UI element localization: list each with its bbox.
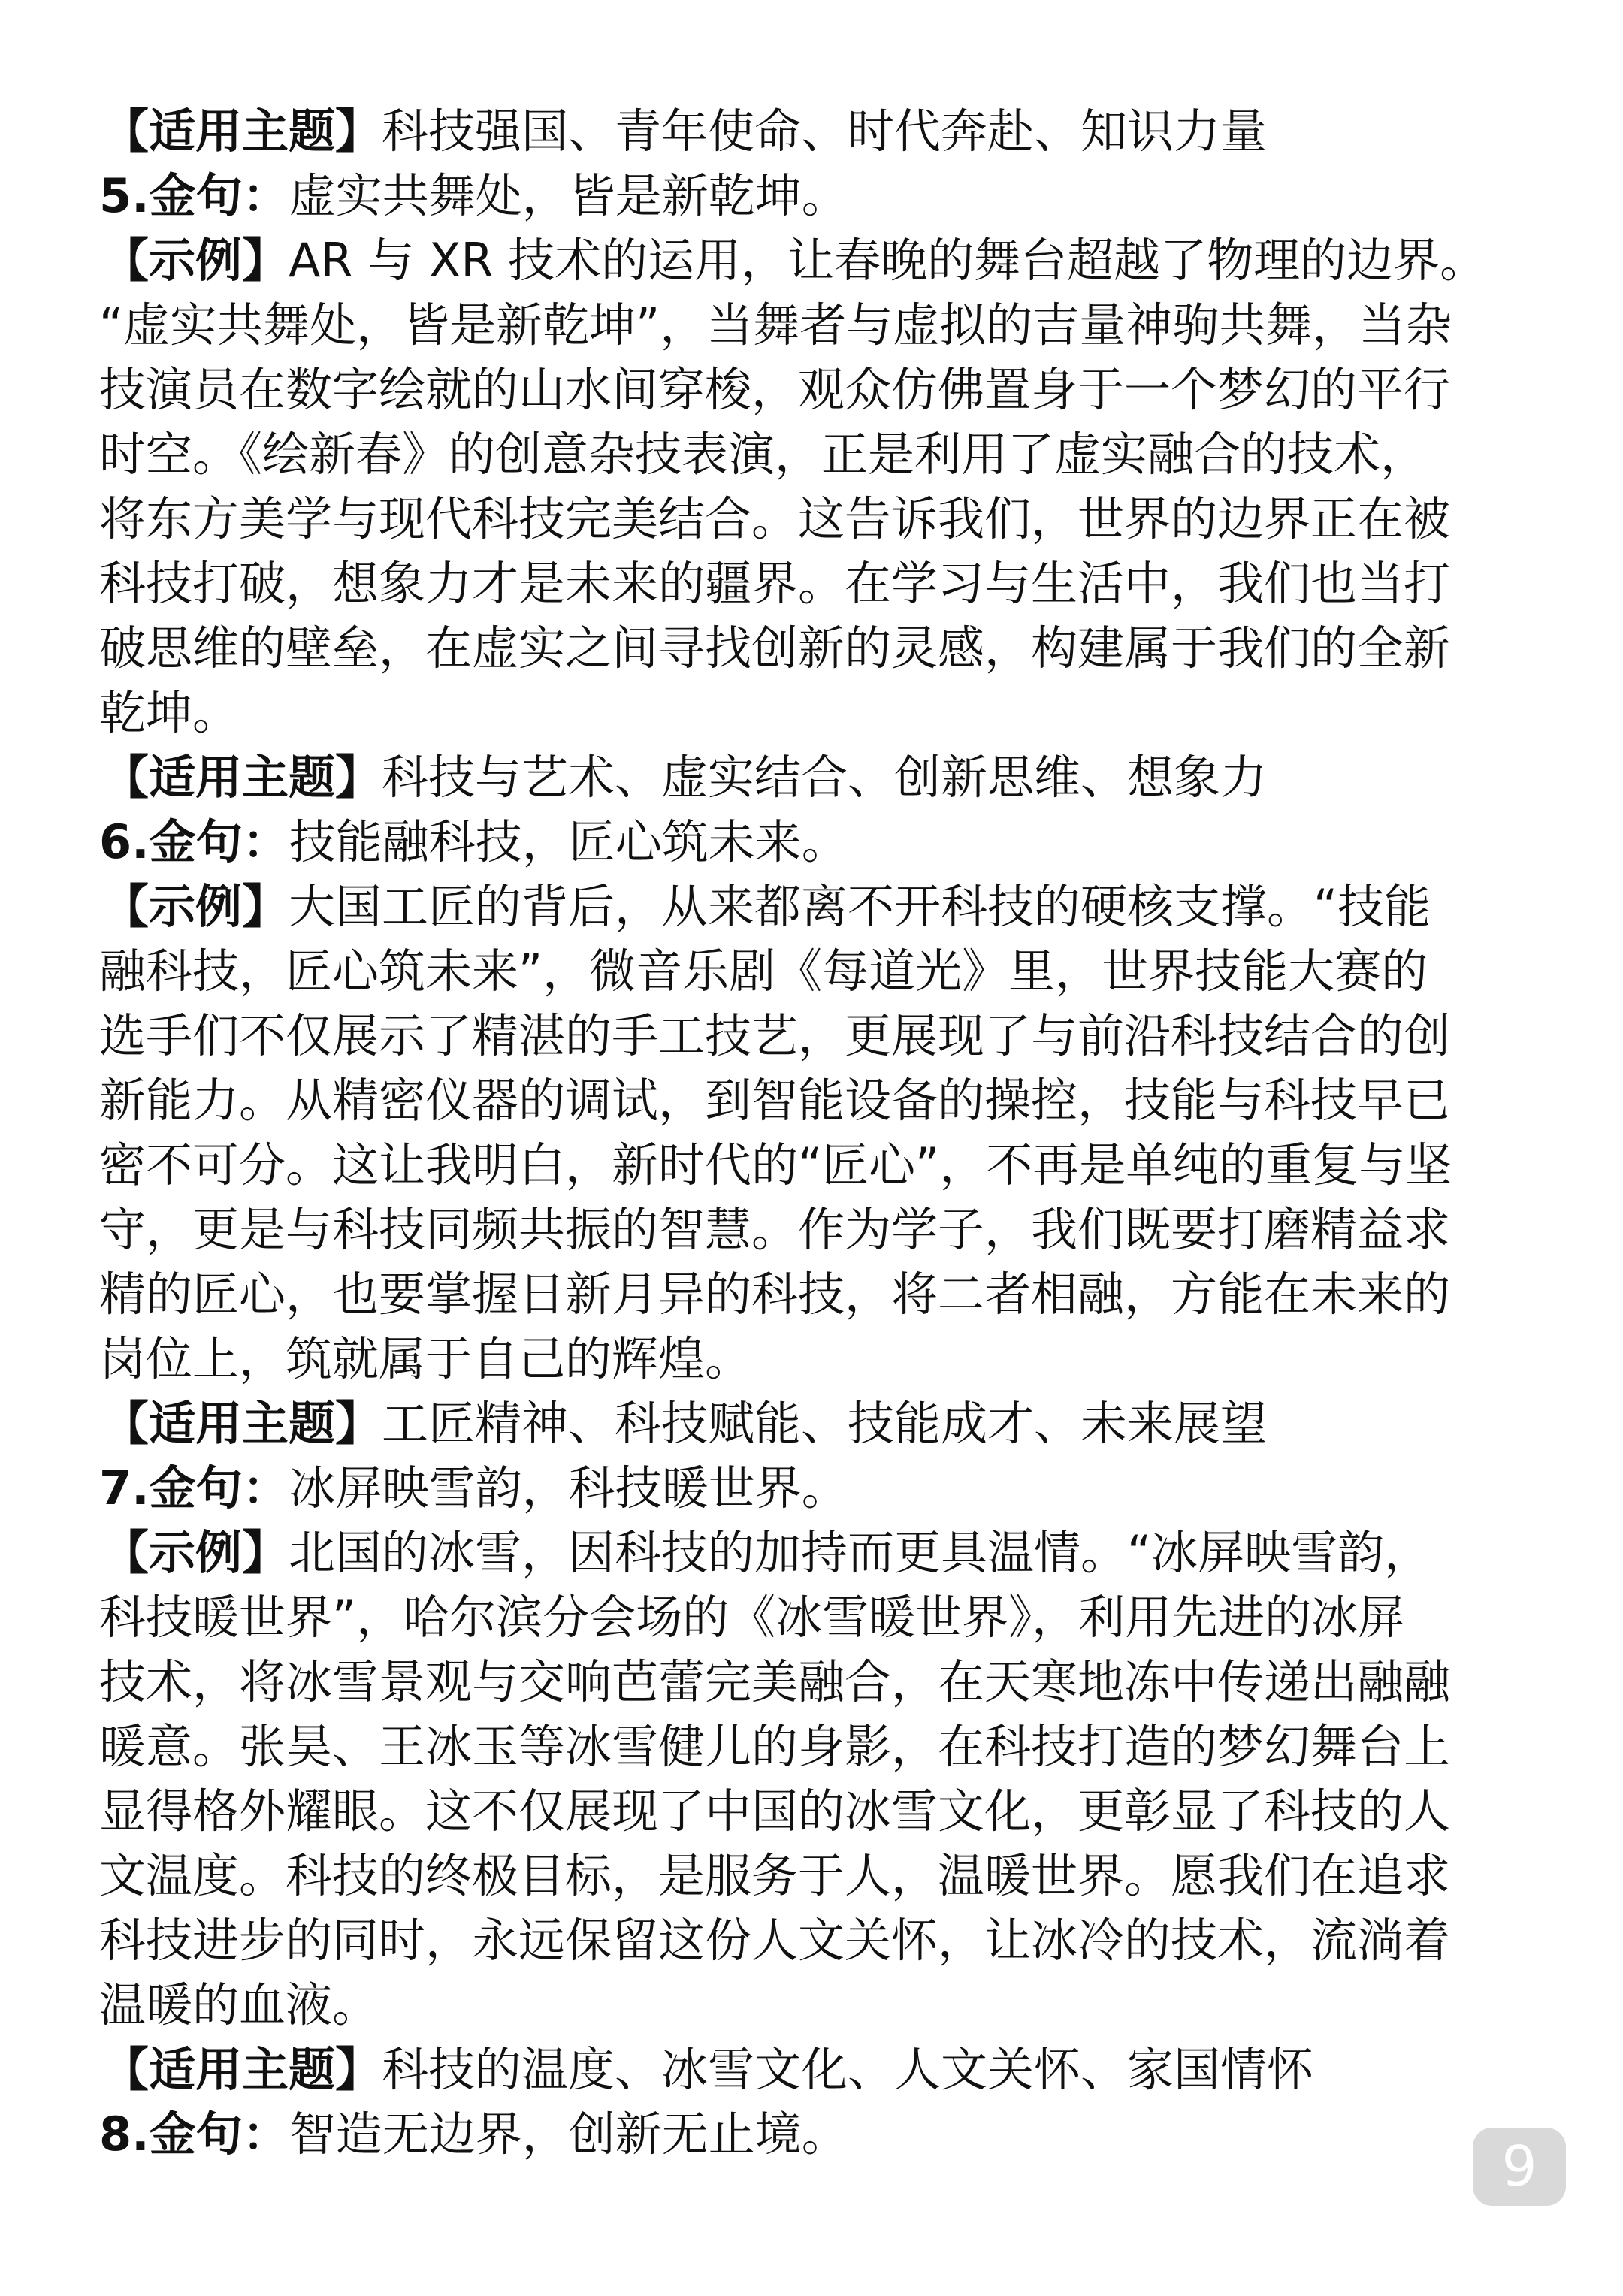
quote-label: 8.金句： [99, 2107, 289, 2162]
theme-label: 【适用主题】 [102, 1396, 382, 1451]
quote-label: 7.金句： [99, 1461, 289, 1515]
body-line: 温暖的血液。 [99, 1977, 379, 2032]
body-line: 融科技，匠心筑未来”，微音乐剧《每道光》里，世界技能大赛的 [99, 944, 1428, 998]
quote-heading-8 [99, 2102, 1437, 2167]
theme-text: 科技强国、青年使命、时代奔赴、知识力量 [382, 104, 1268, 159]
example-label: 【示例】 [102, 1525, 289, 1580]
quote-label: 5.金句： [99, 168, 289, 223]
body-line: 密不可分。这让我明白，新时代的“匠心”，不再是单纯的重复与坚 [99, 1137, 1452, 1192]
body-line: 将东方美学与现代科技完美结合。这告诉我们，世界的边界正在被 [99, 491, 1451, 546]
body-line: 科技暖世界”，哈尔滨分会场的《冰雪暖世界》，利用先进的冰屏 [99, 1590, 1405, 1645]
example-line [102, 1521, 1545, 1585]
quote-heading-5 [99, 164, 1542, 228]
quote-heading-6 [99, 810, 1542, 875]
example-label: 【示例】 [102, 233, 289, 288]
theme-line-6 [102, 1391, 1545, 1456]
theme-text: 科技与艺术、虚实结合、创新思维、想象力 [382, 750, 1268, 805]
body-line: 科技进步的同时，永远保留这份人文关怀，让冰冷的技术，流淌着 [99, 1913, 1451, 1968]
quote-text: 智造无边界，创新无止境。 [289, 2107, 848, 2162]
quote-label: 6.金句： [99, 814, 289, 869]
example-line [102, 875, 1545, 939]
body-line: 文温度。科技的终极目标，是服务于人，温暖世界。愿我们在追求 [99, 1848, 1451, 1903]
example-line [102, 228, 1545, 293]
example-text: 北国的冰雪，因科技的加持而更具温情。“冰屏映雪韵， [289, 1525, 1431, 1580]
example-text: AR 与 XR 技术的运用，让春晚的舞台超越了物理的边界。 [289, 233, 1487, 288]
body-line: 选手们不仅展示了精湛的手工技艺，更展现了与前沿科技结合的创 [99, 1008, 1451, 1063]
quote-text: 冰屏映雪韵，科技暖世界。 [289, 1461, 848, 1515]
page-number-badge: 9 [1473, 2128, 1566, 2206]
body-line: 技术，将冰雪景观与交响芭蕾完美融合，在天寒地冻中传递出融融 [99, 1654, 1451, 1709]
theme-label: 【适用主题】 [102, 750, 382, 805]
theme-label: 【适用主题】 [102, 104, 382, 159]
body-line: 守，更是与科技同频共振的智慧。作为学子，我们既要打磨精益求 [99, 1202, 1451, 1257]
body-line: 乾坤。 [99, 685, 240, 740]
body-line: 显得格外耀眼。这不仅展现了中国的冰雪文化，更彰显了科技的人 [99, 1784, 1451, 1838]
quote-heading-7 [99, 1456, 1542, 1521]
example-label: 【示例】 [102, 879, 289, 934]
quote-text: 虚实共舞处，皆是新乾坤。 [289, 168, 848, 223]
theme-text: 科技的温度、冰雪文化、人文关怀、家国情怀 [382, 2042, 1314, 2097]
body-line: 科技打破，想象力才是未来的疆界。在学习与生活中，我们也当打 [99, 556, 1451, 611]
body-line: 时空。《绘新春》的创意杂技表演，正是利用了虚实融合的技术， [99, 427, 1428, 482]
theme-line-4 [102, 99, 1545, 164]
body-line: 破思维的壁垒，在虚实之间寻找创新的灵感，构建属于我们的全新 [99, 621, 1451, 675]
theme-label: 【适用主题】 [102, 2042, 382, 2097]
example-text: 大国工匠的背后，从来都离不开科技的硬核支撑。“技能 [289, 879, 1431, 934]
body-line: 技演员在数字绘就的山水间穿梭，观众仿佛置身于一个梦幻的平行 [99, 362, 1451, 417]
quote-text: 技能融科技，匠心筑未来。 [289, 814, 848, 869]
theme-text: 工匠精神、科技赋能、技能成才、未来展望 [382, 1396, 1268, 1451]
body-line: 精的匠心，也要掌握日新月异的科技，将二者相融，方能在未来的 [99, 1267, 1451, 1322]
body-line: 暖意。张昊、王冰玉等冰雪健儿的身影，在科技打造的梦幻舞台上 [99, 1719, 1451, 1774]
theme-line-5 [102, 745, 1545, 810]
body-line: “虚实共舞处，皆是新乾坤”，当舞者与虚拟的吉量神驹共舞，当杂 [99, 298, 1452, 352]
theme-line-7 [102, 2038, 1545, 2102]
body-line: 岗位上，筑就属于自己的辉煌。 [99, 1331, 752, 1386]
body-line: 新能力。从精密仪器的调试，到智能设备的操控，技能与科技早已 [99, 1073, 1451, 1128]
